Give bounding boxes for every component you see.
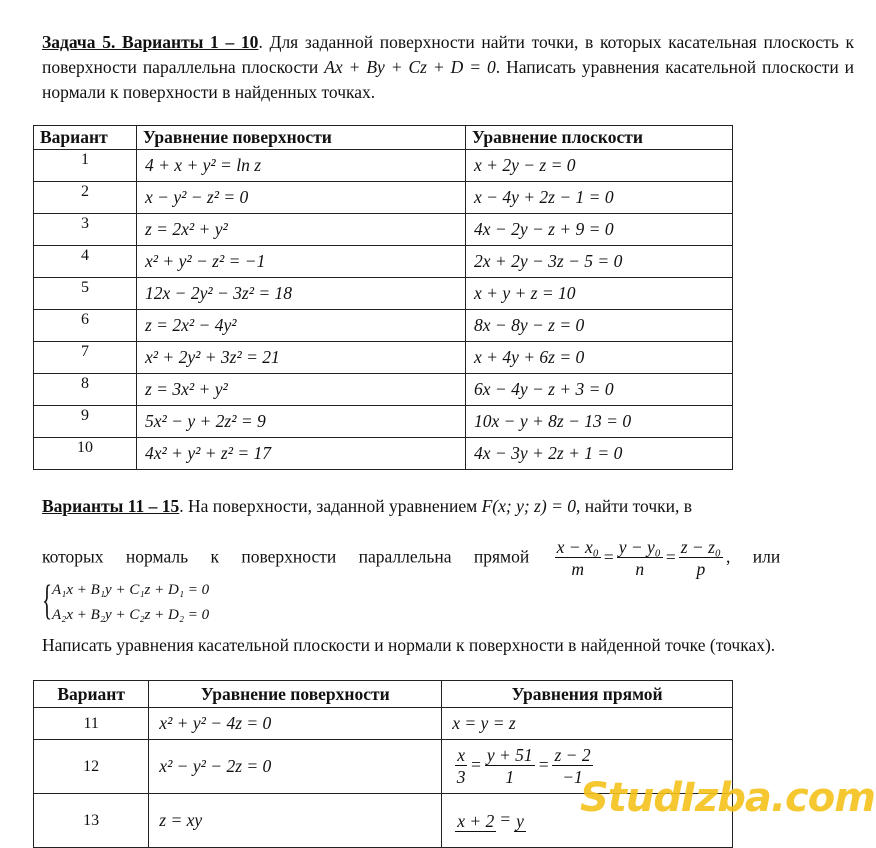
plane-equation: 2x + 2y − 3z − 5 = 0 [466,246,733,278]
plane-equation: 6x − 4y − z + 3 = 0 [466,374,733,406]
variants2-instruction: Написать уравнения касательной плоскости и нормали к поверхности в найденной точке (точках). [42,635,776,655]
variant-number: 5 [34,278,137,310]
plane-equation: x + y + z = 10 [466,278,733,310]
surface-equation: z = 2x² + y² [137,214,466,246]
table-row: 13 z = xy x + 2 = y [34,794,733,848]
table-row: 11 x² + y² − 4z = 0 x = y = z [34,708,733,740]
surface-equation: x² + 2y² + 3z² = 21 [137,342,466,374]
table-row [34,214,733,246]
variant-number: 10 [34,438,137,470]
surface-equation: 12x − 2y² − 3z² = 18 [137,278,466,310]
plane-equation: 10x − y + 8z − 13 = 0 [466,406,733,438]
table-row [34,342,733,374]
variant-number: 8 [34,374,137,406]
variant-number: 7 [34,342,137,374]
variant-number: 3 [34,214,137,246]
plane-equation: 8x − 8y − z = 0 [466,310,733,342]
surface-equation: z = 3x² + y² [137,374,466,406]
col-surface: Уравнение поверхности [149,681,442,708]
surface-function: F(x; y; z) = 0 [481,496,576,516]
fraction-x: $\frac{\text{x − x₀}}{m}$ [556,537,599,579]
table-row [34,310,733,342]
table-header-row [34,126,733,150]
table-row [34,278,733,310]
table-variants2 [33,680,733,848]
variants2-heading: Варианты 11 – 15 [42,496,180,516]
fraction-y: $\frac{\text{y − y₀}}{n}$ [618,537,661,579]
col-line: Уравнения прямой [442,681,733,708]
variant-number: 4 [34,246,137,278]
variant-number: 6 [34,310,137,342]
variant-number: 9 [34,406,137,438]
variant-number: 2 [34,182,137,214]
document-page: Задача 5. Варианты 1 – 10. Для заданной поверхности найти точки, в которых касательная плоскость к поверхности параллельна плоскости Ax + By + Cz + D = 0. Написать уравнения касательной плоскости и нормали к поверхности в найденных точках. Вариант Уравнение поверхности Уравнение плоскости 1 4 + x + y² = ln z x + 2y − z = 0 2 x − y² − z² = 0 x − 4y + 2z − 1 = 0 3 z = 2x² + y² 4x − 2y − z + 9 = 0 4 x² + y² − z² = −1 2x + 2y − 3z − 5 = 0 5 12x − 2y² − 3z² = 18 x + y + z = 10 6 z = 2x² − 4y² 8x − 8y − z = 0 7 x² + 2y² + 3z² = 21 x + 4y + 6z = 0 8 z = 3x² + y² 6x − 4y − z + 3 = 0 9 5x² − y + 2z² = 9 10x − y + 8z − 13 = 0 10 4x² + y² + z² = 17 4x − 3y + 2z + 1 = 0 Варианты 11 – 15. На поверхности, заданной уравнением F(x; y; z) = 0, найти точки, в которых нормаль к поверхности параллельна прямой $\frac{\text{x − x₀}}{m}$ = $\frac{\text{y − y₀}}{n}$ = $\frac{\text{z − z₀}}{p}$ , или { A₁x + B₁y + C₁z + D₁ = 0 A₂x + B₂y + C₂z + D₂ = 0 Написать уравнения касательной плоскости и нормали к поверхности в найденной точке (точках). Вариант Уравнение поверхности Уравнения прямой 11 x² + y² − 4z = 0 x = y = z 12 x² − y² − 2z = 0 $\frac{x}{3}$ = $\frac{y + 51}{1}$ = $\frac{z - 2}{-1}$ 13 z = xy x + 2 = y StudIzba.com [0,0,876,827]
col-variant: Вариант [34,126,137,150]
plane-equation: x + 2y − z = 0 [466,150,733,182]
task5-statement: Задача 5. Варианты 1 – 10. Для заданной поверхности найти точки, в которых касательная плоскость к поверхности параллельна плоскости Ax + By + Cz + D = 0. Написать уравнения касательной плоскости и нормали к поверхности в найденных точках. [42,32,854,102]
col-variant: Вариант [34,681,149,708]
table-row [34,374,733,406]
col-surface: Уравнение поверхности [137,126,466,150]
table-row [34,438,733,470]
table-row [34,406,733,438]
variant-number: 1 [34,150,137,182]
fraction-z: $\frac{\text{z − z₀}}{p}$ [680,537,722,579]
table-task5 [33,125,733,470]
surface-equation: x − y² − z² = 0 [137,182,466,214]
surface-equation: 5x² − y + 2z² = 9 [137,406,466,438]
plane-equation: x − 4y + 2z − 1 = 0 [466,182,733,214]
studizba-watermark: StudIzba.com [580,775,875,821]
task5-heading: Задача 5. Варианты 1 – 10 [42,32,259,52]
plane-equation: 4x − 3y + 2z + 1 = 0 [466,438,733,470]
plane-equation: 4x − 2y − z + 9 = 0 [466,214,733,246]
line-condition: которых нормаль к поверхности параллельна прямой $\frac{\text{x − x₀}}{m}$ = $\frac{\text{y − y₀}}{n}$ = $\frac{\text{z − z₀}}{p}$ , или [42,537,781,579]
surface-equation: 4 + x + y² = ln z [137,150,466,182]
table-row: 12 x² − y² − 2z = 0 $\frac{x}{3}$ = $\frac{y + 51}{1}$ = $\frac{z - 2}{-1}$ [34,740,733,794]
surface-equation: z = 2x² − 4y² [137,310,466,342]
surface-equation: x² + y² − z² = −1 [137,246,466,278]
plane-equation: Ax + By + Cz + D = 0 [324,57,496,77]
surface-equation: 4x² + y² + z² = 17 [137,438,466,470]
table-row [34,182,733,214]
table-row [34,150,733,182]
variants2-statement: Варианты 11 – 15. На поверхности, заданной уравнением F(x; y; z) = 0, найти точки, в [42,496,693,516]
table-header-row [34,681,733,708]
plane-equation: x + 4y + 6z = 0 [466,342,733,374]
col-plane: Уравнение плоскости [466,126,733,150]
table-row [34,246,733,278]
